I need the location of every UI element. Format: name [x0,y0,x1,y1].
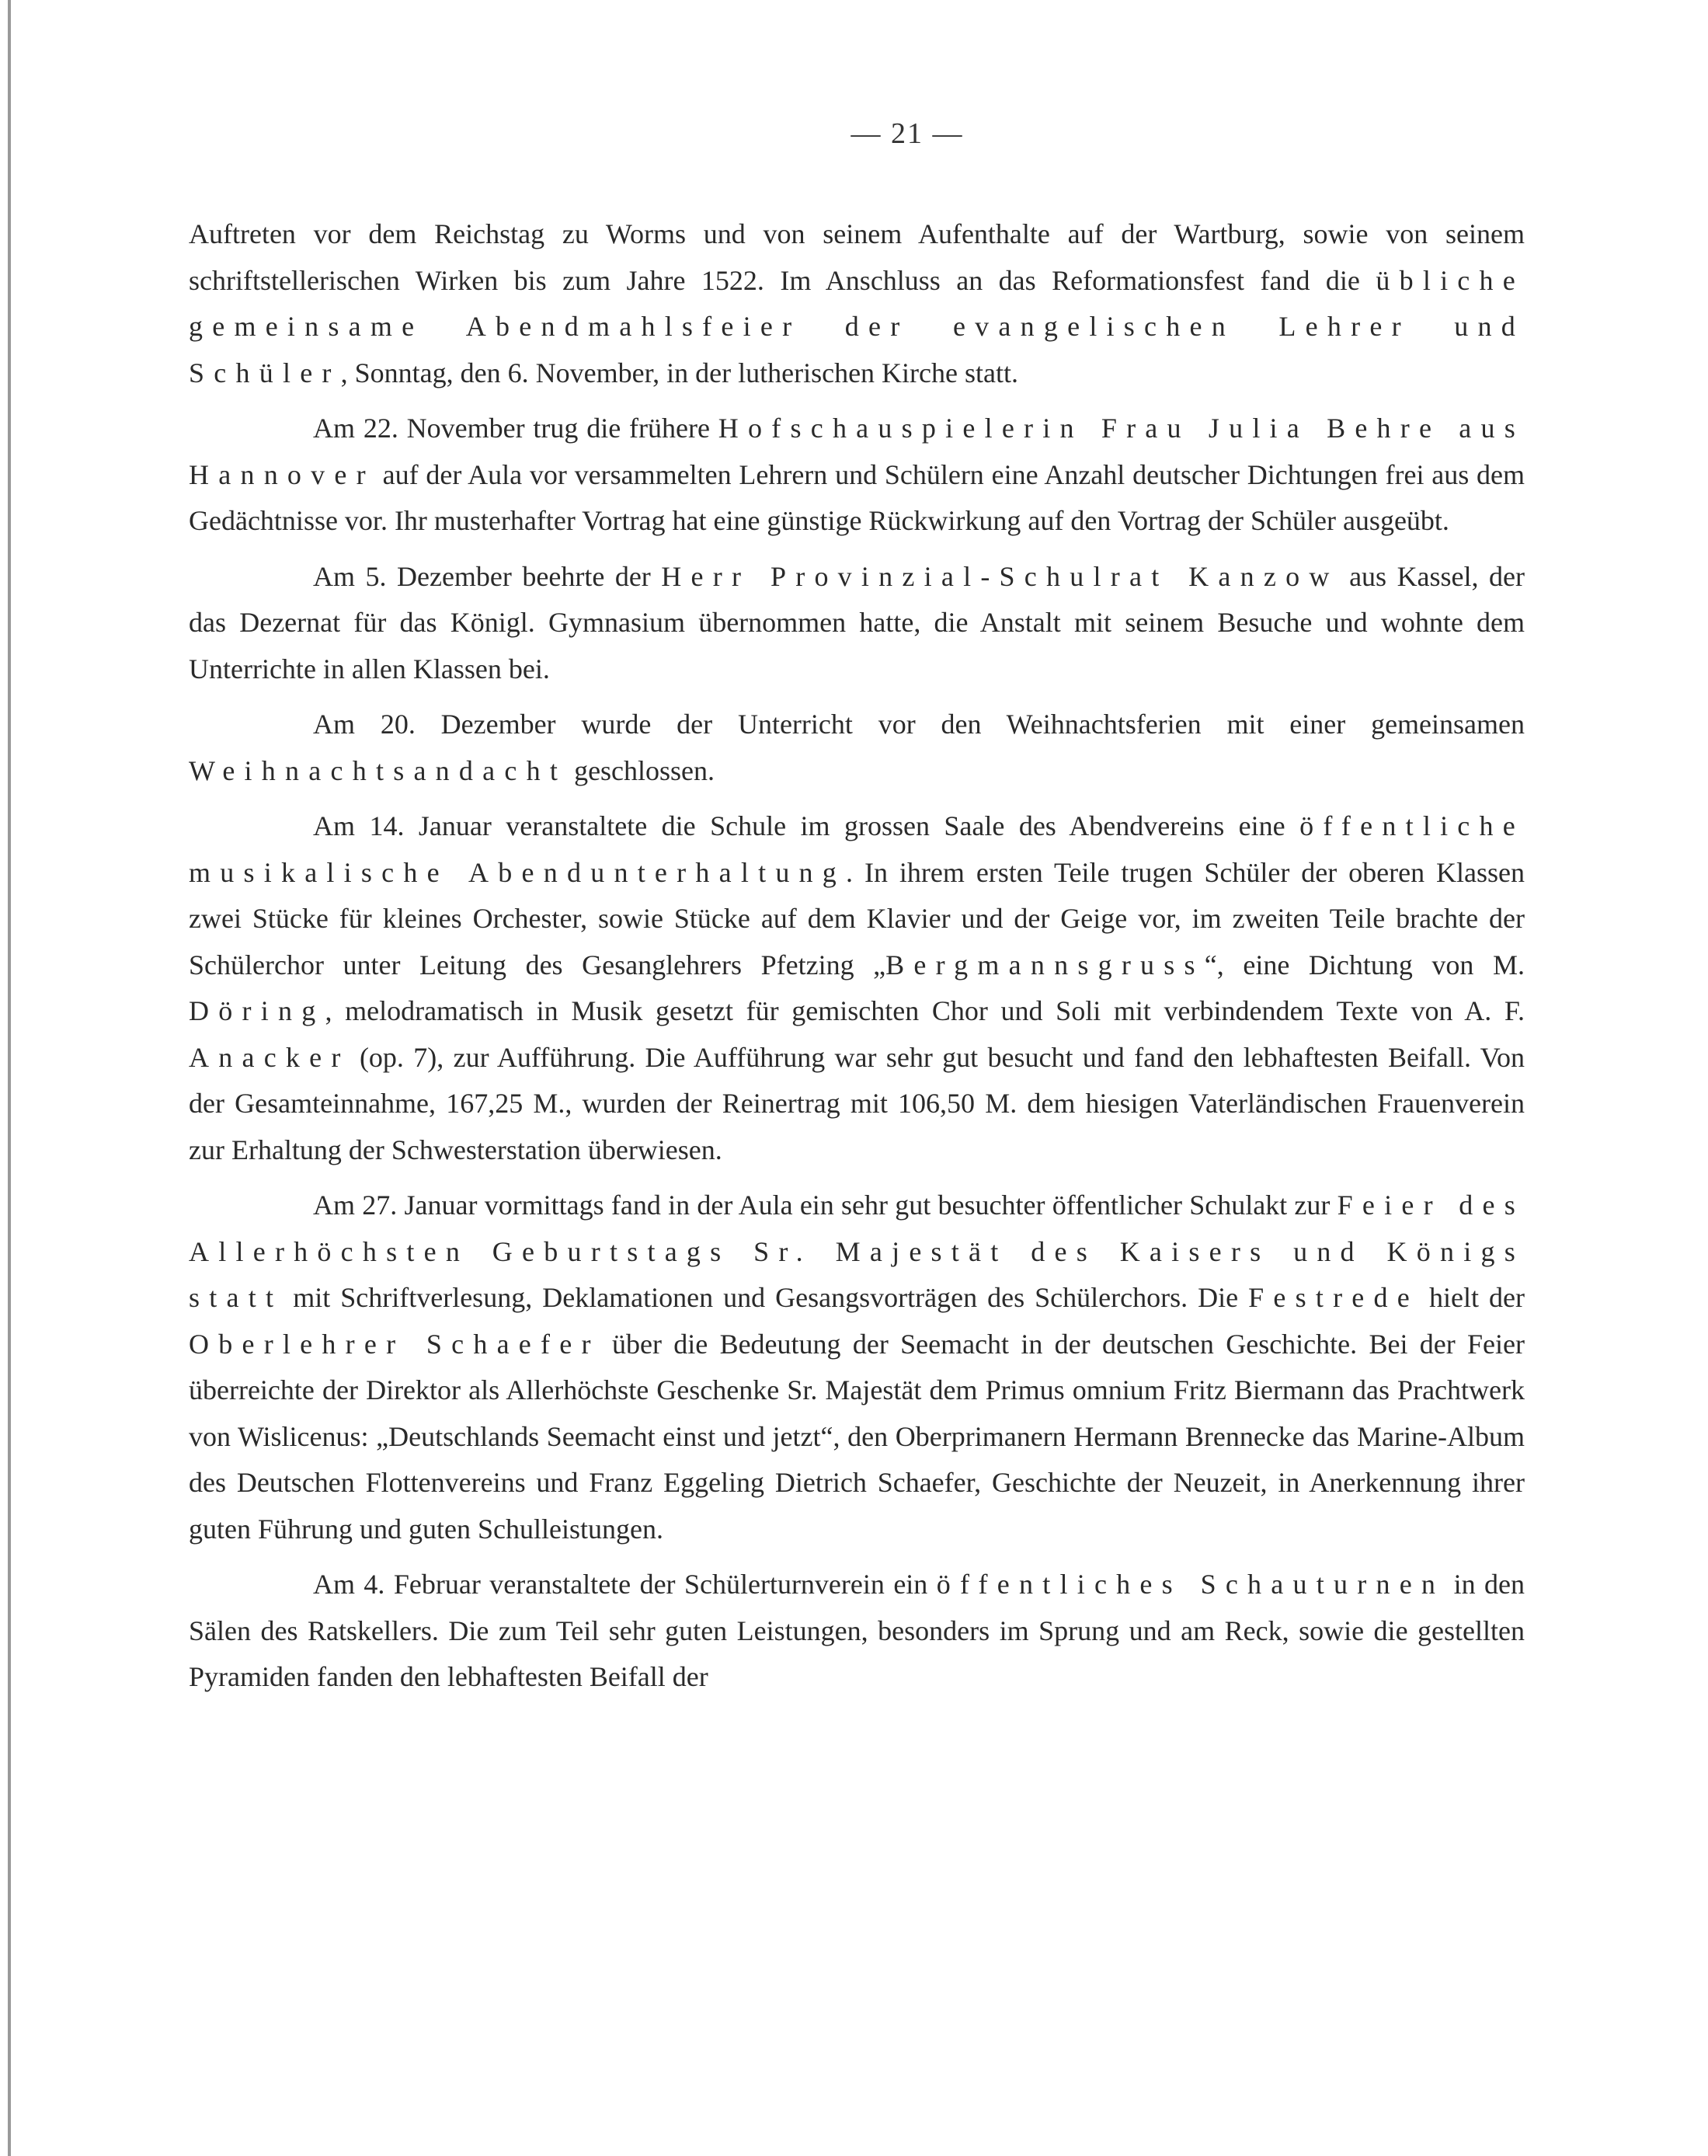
text-run: in den Sälen des Ratskellers. Die zum Teil sehr guten Leistungen, besonders im Sprung und am Reck, sowie die gestellten Pyramiden fanden den lebhaftesten Beifall der [189,1569,1525,1692]
text-run: “, eine Dichtung von M. [1204,949,1525,980]
spaced-emphasis: Bergmannsgruss [885,949,1205,980]
text-run: , Sonntag, den 6. November, in der lutherischen Kirche statt. [340,357,1018,388]
paragraph-gymnastics [189,1562,1525,1701]
spaced-emphasis: übliche gemeinsame Abendmahlsfeier der evangelischen Lehrer und Schüler [189,264,1525,388]
text-run: Am 22. November trug die frühere [313,413,718,444]
text-run: aus Kassel, der das Dezernat für das Königl. Gymnasium übernommen hatte, die Anstalt mit seinem Besuche und wohnte dem Unterrichte in allen Klassen bei. [189,560,1525,684]
text-run: Am 14. Januar veranstaltete die Schule im grossen Saale des Abendvereins eine [313,810,1300,841]
text-run: (op. 7), zur Aufführung. Die Aufführung war sehr gut besucht und fand den lebhaftesten Beifall. Von der Gesamteinnahme, 167,25 M., wurden der Reinertrag mit 106,50 M. dem hiesigen Vaterländischen Frauenverein zur Erhaltung der Schwesterstation überwiesen. [189,1041,1525,1165]
text-run: mit Schriftverlesung, Deklamationen und Gesangsvorträgen des Schülerchors. Die [283,1282,1249,1313]
text-run: Am 20. Dezember wurde der Unterricht vor den Weihnachtsferien mit einer gemeinsamen [313,709,1525,740]
text-run: geschlossen. [567,754,715,786]
text-run: Am 27. Januar vormittags fand in der Aula ein sehr gut besuchter öffentlicher Schulakt zur [313,1189,1338,1221]
document-page [189,117,1525,1701]
text-run: hielt der [1419,1282,1525,1313]
page-binding-edge [8,0,11,2156]
paragraph-recitation [189,406,1525,545]
text-run: über die Bedeutung der Seemacht in der deutschen Geschichte. Bei der Feier überreichte der Direktor als Allerhöchste Geschenke Sr. Majestät dem Primus omnium Fritz Biermann das Prachtwerk von Wislicenus: „Deutschlands Seemacht einst und jetzt“, den Oberprimanern Hermann Brennecke das Marine-Album des Deutschen Flottenvereins und Franz Eggeling Dietrich Schaefer, Geschichte der Neuzeit, in Anerkennung ihrer guten Führung und guten Schulleistungen. [189,1328,1525,1545]
spaced-emphasis: Herr Provinzial-Schulrat Kanzow [661,560,1339,592]
spaced-emphasis: Anacker [189,1041,350,1073]
spaced-emphasis: Festrede [1248,1282,1419,1313]
text-run: auf der Aula vor versammelten Lehrern und Schülern eine Anzahl deutscher Dichtungen frei aus dem Gedächtnisse vor. Ihr musterhafter Vortrag hat eine günstige Rückwirkung auf den Vortrag der Schüler ausgeübt. [189,458,1525,536]
text-run: Auftreten vor dem Reichstag zu Worms und von seinem Aufenthalte auf der Wartburg, sowie von seinem schriftstellerischen Wirken bis zum Jahre 1522. Im Anschluss an das Reformationsfest fand die [189,218,1525,296]
paragraph-christmas [189,702,1525,794]
text-run: . In ihrem ersten Teile trugen Schüler der oberen Klassen zwei Stücke für kleines Orchester, sowie Stücke auf dem Klavier und der Geige vor, im zweiten Teile brachte der Schülerchor unter Leitung des Gesanglehrers Pfetzing „ [189,856,1525,980]
text-run: Am 5. Dezember beehrte der [313,560,662,592]
spaced-emphasis: Weihnachtsandacht [189,754,568,786]
spaced-emphasis: Oberlehrer Schaefer [189,1328,600,1360]
paragraph-concert [189,803,1525,1173]
text-run: , melodramatisch in Musik gesetzt für gemischten Chor und Soli mit verbindendem Texte von A. F. [325,995,1525,1026]
page-number: — 21 — [851,117,964,150]
spaced-emphasis: öffentliche musikalische Abendunterhaltung [189,810,1525,888]
spaced-emphasis: öffentliches Schauturnen [936,1569,1445,1600]
paragraph-emperor-birthday [189,1182,1525,1552]
spaced-emphasis: Hofschauspielerin Frau Julia Behre aus Hannover [189,413,1525,490]
paragraph-reformation [189,211,1525,396]
text-run: Am 4. Februar veranstaltete der Schülerturnverein ein [313,1569,937,1600]
spaced-emphasis: Döring [189,995,325,1026]
paragraph-inspection [189,554,1525,693]
spaced-emphasis: Feier des Allerhöchsten Geburtstags Sr. Majestät des Kaisers und Königs statt [189,1189,1525,1313]
